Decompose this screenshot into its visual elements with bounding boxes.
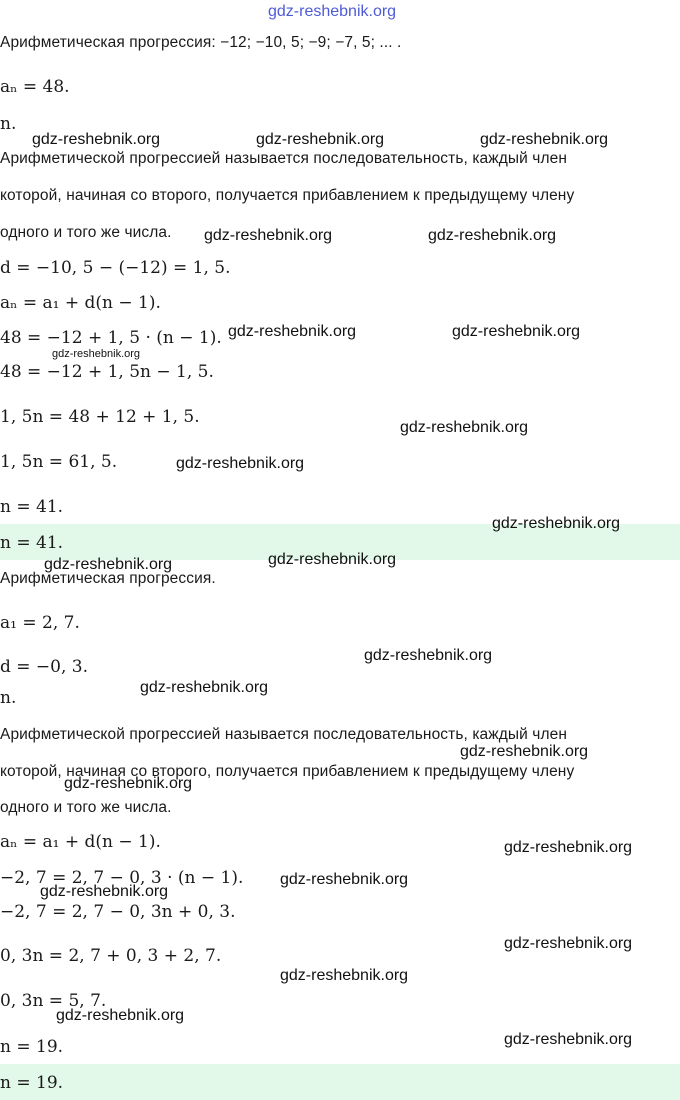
part2-step1: −2, 7 = 2, 7 − 0, 3 · (n − 1).	[0, 868, 244, 888]
watermark: gdz-reshebnik.org	[204, 227, 333, 244]
part2-given-d: d = −0, 3.	[0, 657, 89, 677]
part2-intro: Арифметическая прогрессия.	[0, 570, 216, 587]
watermark: gdz-reshebnik.org	[40, 883, 169, 900]
watermark: gdz-reshebnik.org	[228, 323, 357, 340]
part1-definition-line3: одного и того же числа.	[0, 224, 172, 241]
watermark: gdz-reshebnik.org	[460, 743, 589, 760]
part1-find: n.	[0, 114, 17, 134]
watermark: gdz-reshebnik.org	[364, 647, 493, 664]
watermark: gdz-reshebnik.org	[44, 556, 173, 573]
watermark: gdz-reshebnik.org	[140, 679, 269, 696]
watermark: gdz-reshebnik.org	[268, 551, 397, 568]
watermark: gdz-reshebnik.org	[280, 967, 409, 984]
part1-answer: n = 41.	[0, 533, 64, 553]
watermark: gdz-reshebnik.org	[256, 131, 385, 148]
part1-step-d: d = −10, 5 − (−12) = 1, 5.	[0, 258, 231, 278]
watermark: gdz-reshebnik.org	[56, 1007, 185, 1024]
watermark: gdz-reshebnik.org	[428, 227, 557, 244]
part1-definition-line2: которой, начиная со второго, получается прибавлением к предыдущему члену	[0, 187, 575, 204]
part1-step4: 1, 5n = 61, 5.	[0, 452, 118, 472]
answer-highlight-2	[0, 1064, 680, 1100]
part1-given-an: aₙ = 48.	[0, 77, 70, 97]
watermark: gdz-reshebnik.org	[492, 515, 621, 532]
watermark-top: gdz-reshebnik.org	[268, 3, 397, 20]
part1-definition-line1: Арифметической прогрессией называется последовательность, каждый член	[0, 150, 567, 167]
watermark: gdz-reshebnik.org	[504, 839, 633, 856]
watermark: gdz-reshebnik.org	[400, 419, 529, 436]
part1-formula: aₙ = a₁ + d(n − 1).	[0, 293, 161, 313]
part2-given-a1: a₁ = 2, 7.	[0, 613, 80, 633]
watermark: gdz-reshebnik.org	[32, 131, 161, 148]
part2-step4: 0, 3n = 5, 7.	[0, 991, 107, 1011]
part1-step3: 1, 5n = 48 + 12 + 1, 5.	[0, 407, 200, 427]
part2-definition-line2: которой, начиная со второго, получается прибавлением к предыдущему члену	[0, 763, 575, 780]
part1-intro: Арифметическая прогрессия: −12; −10, 5; −9; −7, 5; ... .	[0, 34, 402, 51]
part2-formula: aₙ = a₁ + d(n − 1).	[0, 832, 161, 852]
watermark: gdz-reshebnik.org	[504, 935, 633, 952]
part2-find: n.	[0, 688, 17, 708]
watermark: gdz-reshebnik.org	[64, 775, 193, 792]
watermark-small: gdz-reshebnik.org	[52, 348, 141, 360]
part2-step2: −2, 7 = 2, 7 − 0, 3n + 0, 3.	[0, 902, 236, 922]
watermark: gdz-reshebnik.org	[452, 323, 581, 340]
watermark: gdz-reshebnik.org	[504, 1031, 633, 1048]
part2-definition-line3: одного и того же числа.	[0, 799, 172, 816]
watermark: gdz-reshebnik.org	[176, 455, 305, 472]
part2-step3: 0, 3n = 2, 7 + 0, 3 + 2, 7.	[0, 946, 222, 966]
part1-step2: 48 = −12 + 1, 5n − 1, 5.	[0, 362, 214, 382]
watermark: gdz-reshebnik.org	[480, 131, 609, 148]
part2-result: n = 19.	[0, 1037, 64, 1057]
part2-answer: n = 19.	[0, 1073, 64, 1093]
watermark: gdz-reshebnik.org	[280, 871, 409, 888]
part1-result: n = 41.	[0, 497, 64, 517]
part2-definition-line1: Арифметической прогрессией называется последовательность, каждый член	[0, 726, 567, 743]
part1-step1: 48 = −12 + 1, 5 · (n − 1).	[0, 328, 222, 348]
